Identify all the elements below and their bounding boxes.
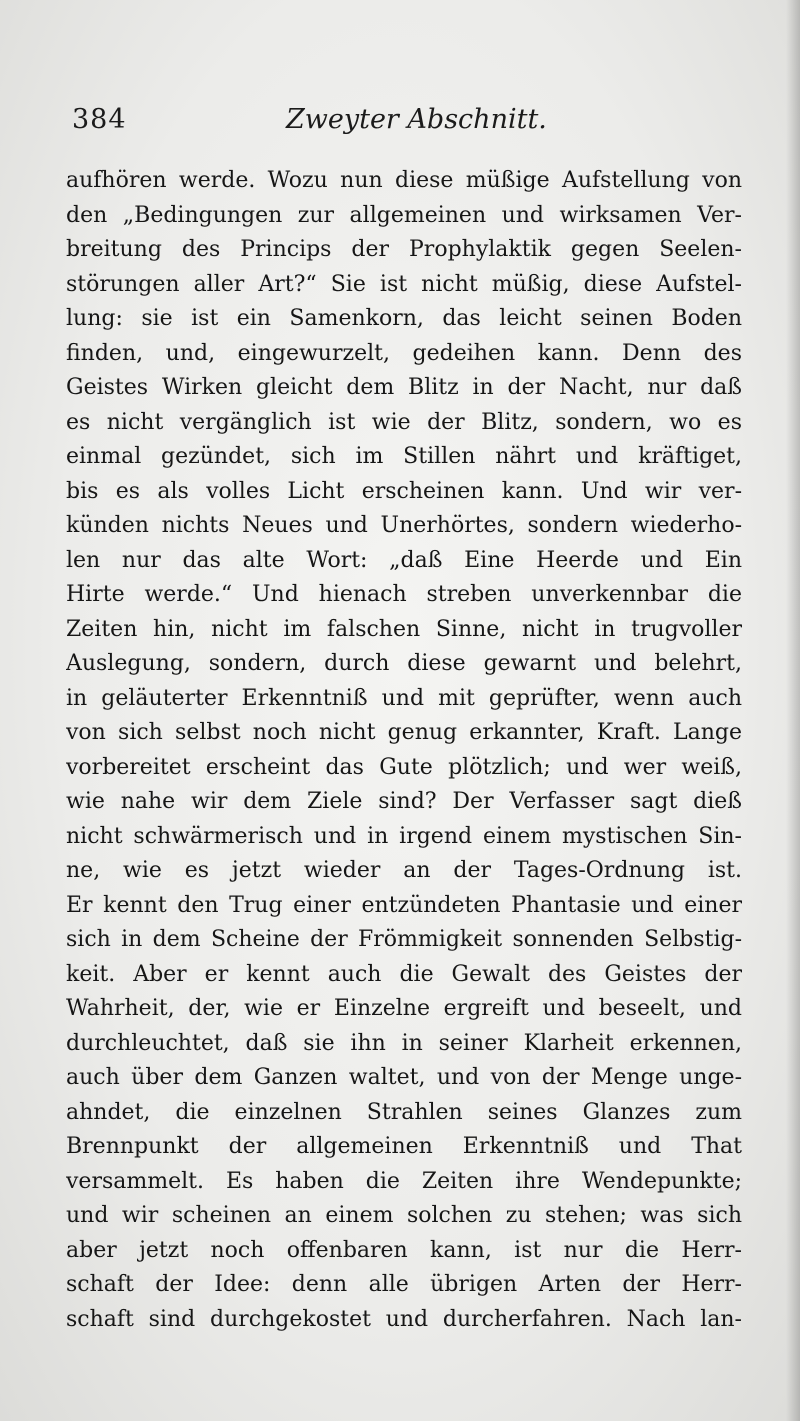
text-line: Geistes Wirken gleicht dem Blitz in der Nacht, nur daß [66, 375, 742, 400]
text-line: sich in dem Scheine der Frömmigkeit sonnenden Selbstig- [66, 927, 742, 952]
text-line: keit. Aber er kennt auch die Gewalt des Geistes der [66, 961, 742, 987]
section-title: Zweyter Abschnitt. [286, 104, 547, 135]
text-line: vorbereitet erscheint das Gute plötzlich; und wer weiß, [66, 754, 742, 780]
text-line: versammelt. Es haben die Zeiten ihre Wendepunkte; [66, 1168, 742, 1194]
body-text [66, 164, 742, 1337]
text-line: Wahrheit, der, wie er Einzelne ergreift und beseelt, und [66, 996, 742, 1021]
text-line: finden, und, eingewurzelt, gedeihen kann. Denn des [66, 340, 742, 366]
text-line: aber jetzt noch offenbaren kann, ist nur die Herr- [66, 1237, 742, 1263]
page-edge-shadow [786, 0, 800, 1421]
text-line: lung: sie ist ein Samenkorn, das leicht seinen Boden [66, 306, 742, 331]
text-line: künden nichts Neues und Unerhörtes, sondern wiederho- [66, 513, 742, 538]
text-line: nicht schwärmerisch und in irgend einem mystischen Sin- [66, 823, 742, 849]
text-line: schaft der Idee: denn alle übrigen Arten der Herr- [66, 1272, 742, 1297]
text-line: Zeiten hin, nicht im falschen Sinne, nicht in trugvoller [66, 616, 742, 642]
text-line: einmal gezündet, sich im Stillen nährt und kräftiget, [66, 444, 742, 469]
text-line: störungen aller Art?“ Sie ist nicht müßig, diese Aufstel- [66, 271, 742, 297]
text-line: durchleuchtet, daß sie ihn in seiner Klarheit erkennen, [66, 1030, 742, 1056]
text-line: und wir scheinen an einem solchen zu stehen; was sich [66, 1203, 742, 1228]
text-line: Er kennt den Trug einer entzündeten Phantasie und einer [66, 892, 742, 918]
text-line: len nur das alte Wort: „daß Eine Heerde und Ein [66, 547, 742, 573]
text-line: wie nahe wir dem Ziele sind? Der Verfasser sagt dieß [66, 789, 742, 814]
text-line: den „Bedingungen zur allgemeinen und wirksamen Ver- [66, 202, 742, 228]
text-line: schaft sind durchgekostet und durcherfahren. Nach lan- [66, 1306, 742, 1332]
text-line: breitung des Princips der Prophylaktik gegen Seelen- [66, 237, 742, 262]
text-line: ahndet, die einzelnen Strahlen seines Glanzes zum [66, 1099, 742, 1125]
text-line: Hirte werde.“ Und hienach streben unverkennbar die [66, 582, 742, 607]
text-line: Auslegung, sondern, durch diese gewarnt und belehrt, [66, 651, 742, 676]
page-number: 384 [72, 104, 127, 135]
text-line: aufhören werde. Wozu nun diese müßige Aufstellung von [66, 168, 742, 193]
text-line: es nicht vergänglich ist wie der Blitz, sondern, wo es [66, 409, 742, 435]
running-head [72, 104, 740, 144]
text-line: bis es als volles Licht erscheinen kann. Und wir ver- [66, 478, 742, 504]
text-line: in geläuterter Erkenntniß und mit geprüfter, wenn auch [66, 685, 742, 711]
text-line: ne, wie es jetzt wieder an der Tages-Ordnung ist. [66, 858, 742, 883]
text-line: Brennpunkt der allgemeinen Erkenntniß und That [66, 1134, 742, 1159]
text-line: von sich selbst noch nicht genug erkannter, Kraft. Lange [66, 720, 742, 745]
text-line: auch über dem Ganzen waltet, und von der Menge unge- [66, 1065, 742, 1090]
